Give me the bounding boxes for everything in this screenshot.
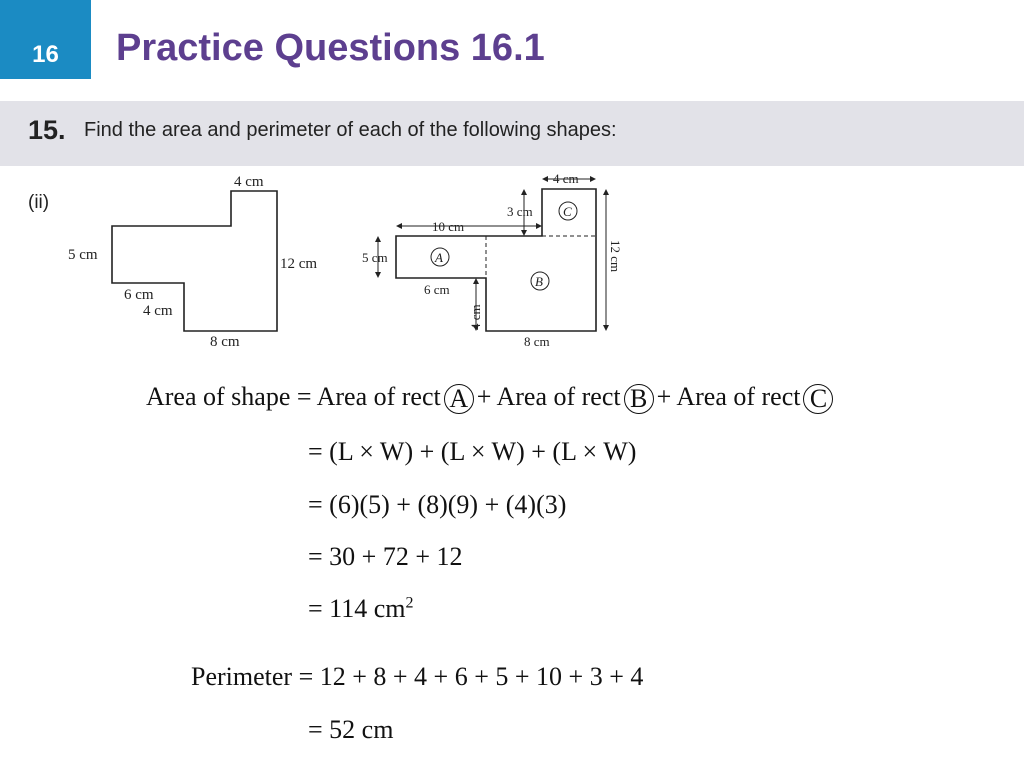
area-step-products: = 30 + 72 + 12: [308, 542, 463, 571]
label-step-horizontal: 6 cm: [124, 287, 154, 303]
label-top: 4 cm: [553, 171, 579, 186]
label-bottom: 8 cm: [524, 334, 550, 349]
perimeter-result: = 52 cm: [308, 715, 394, 744]
label-left: 5 cm: [68, 247, 98, 263]
question-text: Find the area and perimeter of each of the following shapes:: [84, 119, 617, 141]
rect-c-letter: C: [563, 204, 572, 219]
label-a-height: 5 cm: [362, 250, 388, 265]
rect-b-circle: B: [624, 384, 654, 414]
label-c-height: 3 cm: [507, 204, 533, 219]
area-result-exponent: 2: [405, 594, 414, 612]
rect-a-letter: A: [435, 250, 443, 265]
label-right: 12 cm: [608, 240, 623, 273]
area-result-value: = 114 cm: [308, 594, 406, 623]
area-plus-2: + Area of rect: [656, 382, 801, 411]
chapter-number: 16: [32, 41, 59, 68]
label-a-bottom: 6 cm: [424, 282, 450, 297]
area-step-formula: = (L × W) + (L × W) + (L × W): [308, 437, 637, 466]
area-plus-1: + Area of rect: [476, 382, 621, 411]
area-step-values: = (6)(5) + (8)(9) + (4)(3): [308, 490, 567, 519]
page-title: Practice Questions 16.1: [116, 27, 545, 69]
part-label: (ii): [28, 192, 50, 213]
perimeter-line: Perimeter = 12 + 8 + 4 + 6 + 5 + 10 + 3 + 4: [191, 662, 644, 691]
question-number: 15.: [28, 115, 66, 145]
rect-c-circle: C: [803, 384, 833, 414]
label-b-left: 4 cm: [468, 304, 483, 330]
rect-b-letter: B: [535, 274, 543, 289]
area-formula-line: [146, 382, 836, 414]
rect-a-circle: A: [444, 384, 474, 414]
label-a-length: 10 cm: [432, 219, 465, 234]
area-result: [308, 594, 413, 624]
label-top: 4 cm: [234, 174, 264, 190]
area-lhs: Area of shape = Area of rect: [146, 382, 441, 411]
label-bottom: 8 cm: [210, 334, 240, 350]
label-step-vertical: 4 cm: [143, 303, 173, 319]
label-right: 12 cm: [280, 256, 318, 272]
